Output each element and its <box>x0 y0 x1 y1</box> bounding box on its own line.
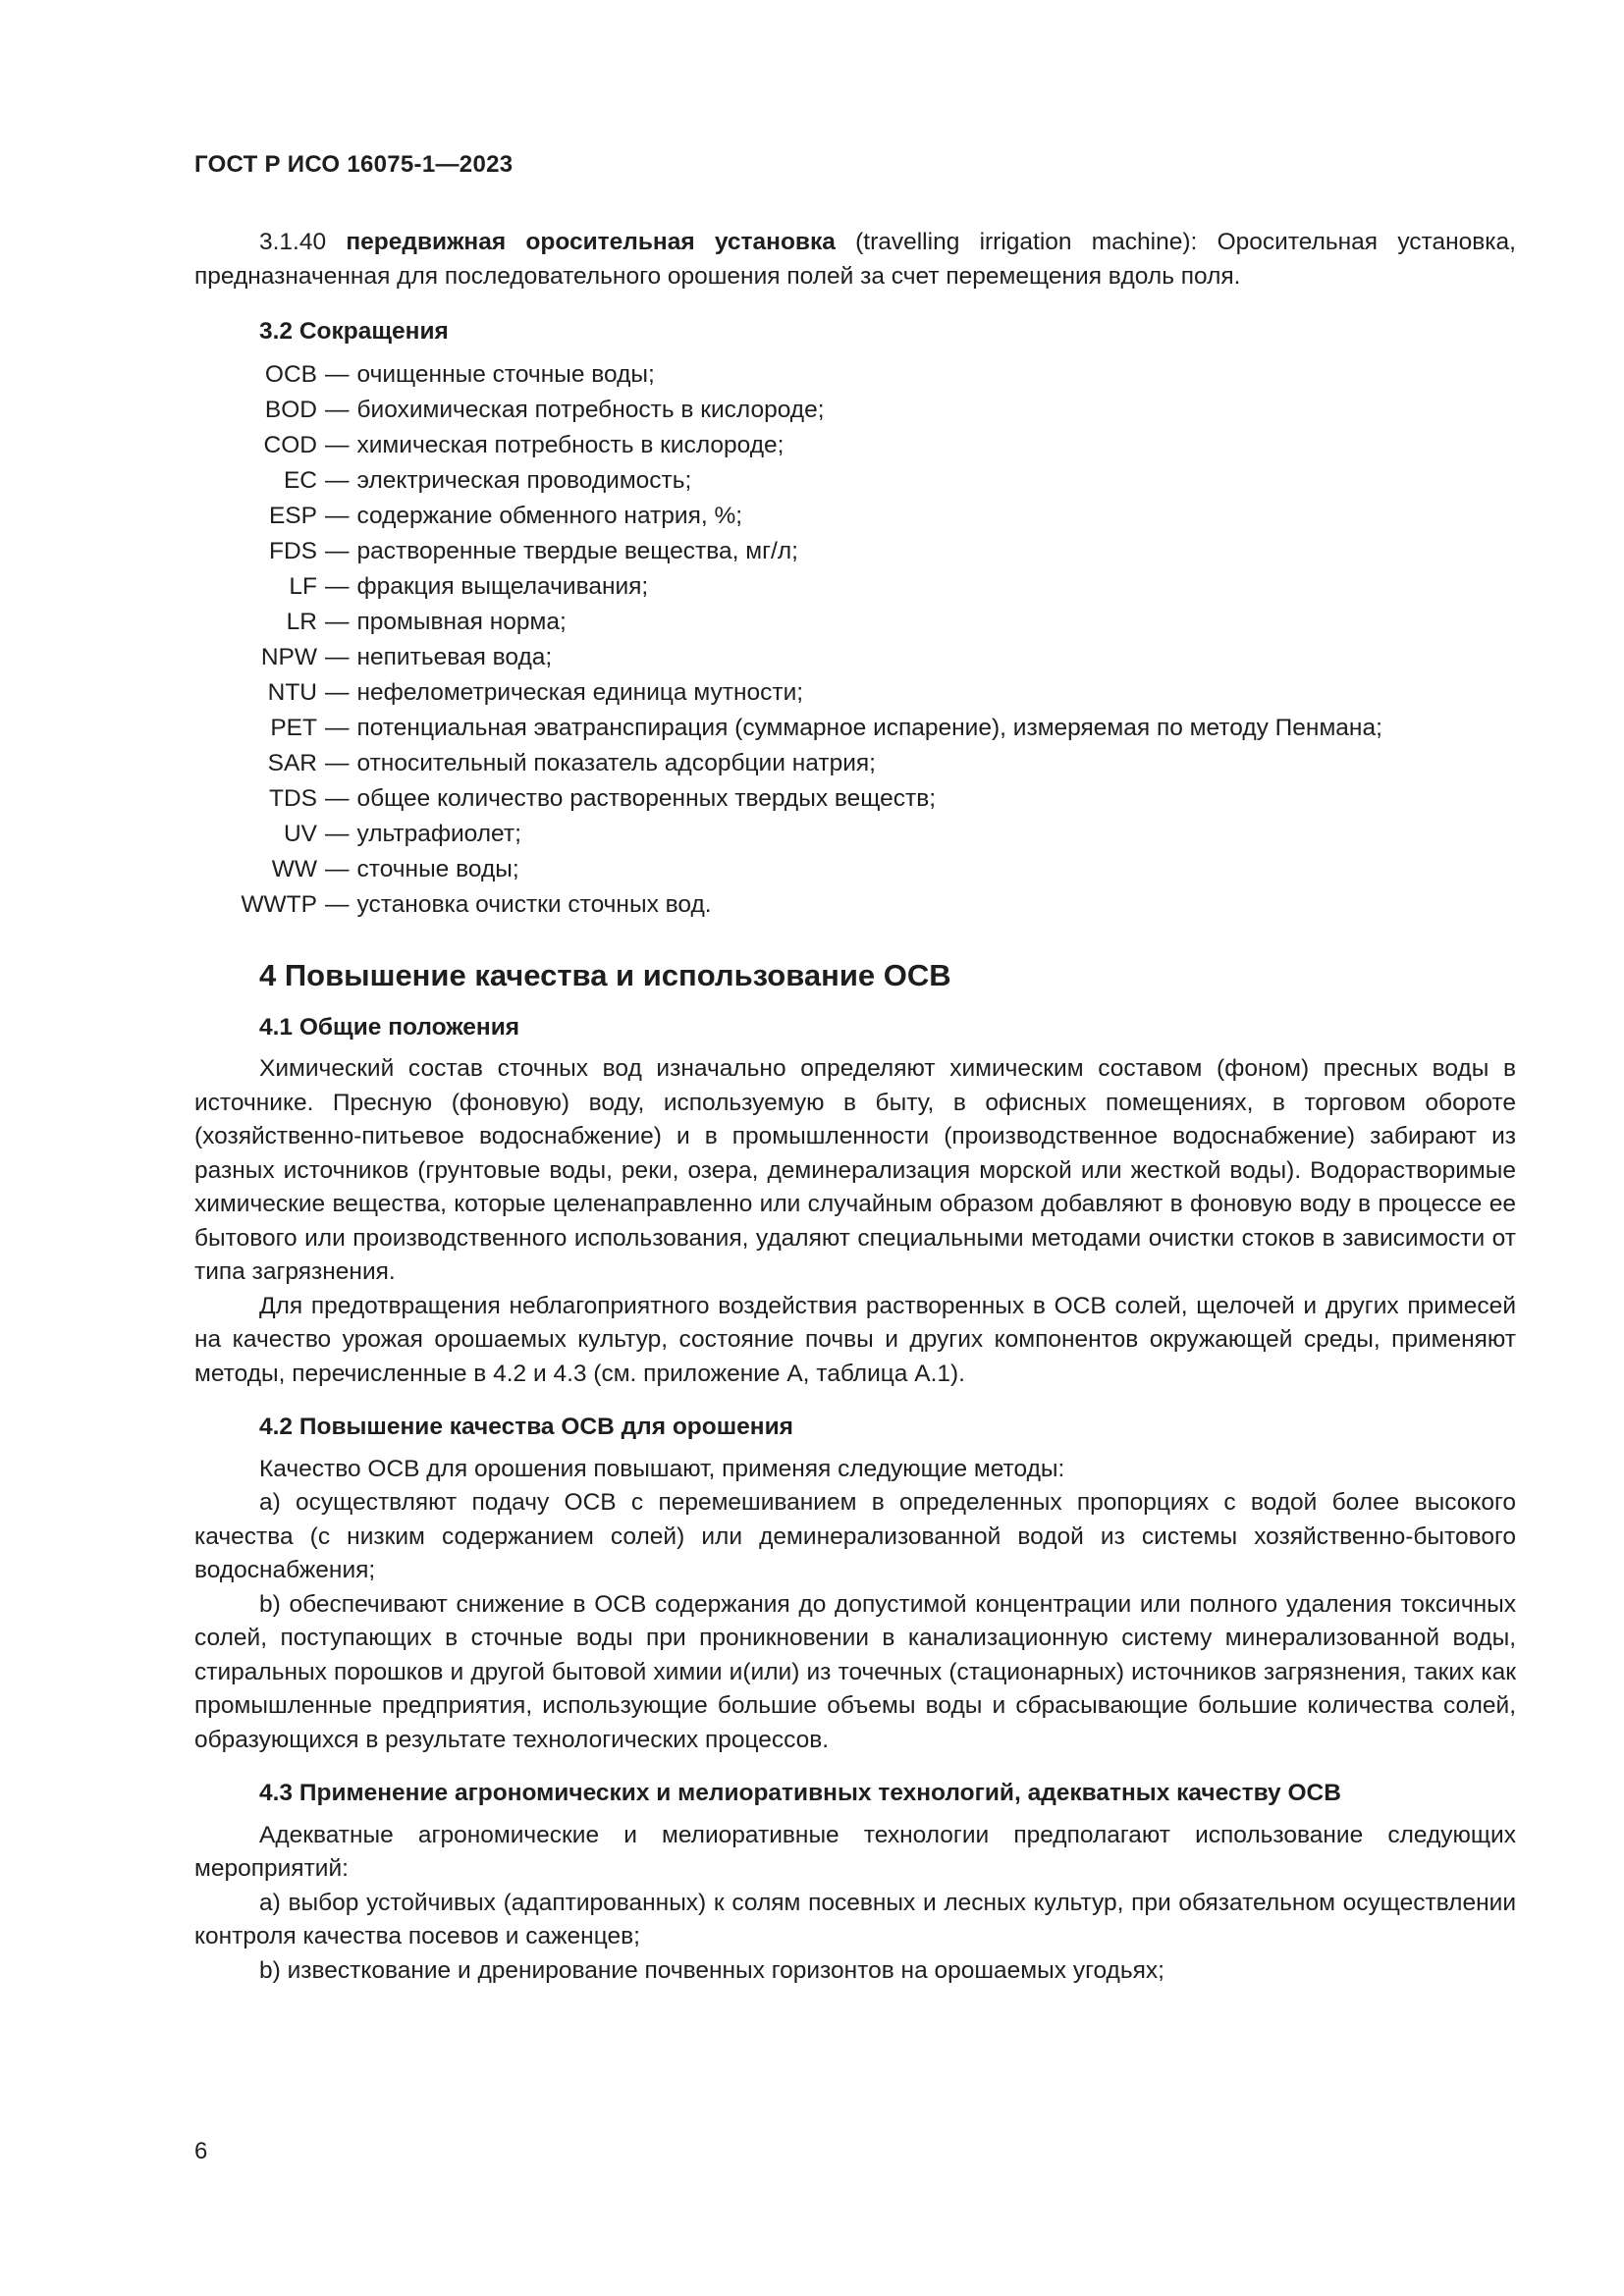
abbreviation-code: PET <box>270 714 317 741</box>
section-4-2-item-a: а) осуществляют подачу ОСВ с перемешиванием в определенных пропорциях с водой более высокого качества (с низким содержанием солей) или деминерализованной водой из системы хозяйственно-бытового водоснабжения; <box>194 1489 1516 1583</box>
abbreviation-code: NTU <box>267 678 317 706</box>
abbreviation-code: LR <box>286 608 317 635</box>
abbreviation-code: NPW <box>260 643 317 670</box>
abbreviation-item <box>194 499 1516 534</box>
abbreviation-dash: — <box>325 360 350 388</box>
section-4-3-title: 4.3 Применение агрономических и мелиоративных технологий, адекватных качеству ОСВ <box>259 1780 1341 1806</box>
abbreviation-item <box>194 534 1516 569</box>
page-body <box>194 226 1516 1988</box>
abbreviation-code: WWTP <box>241 890 317 918</box>
abbreviation-code: UV <box>283 820 317 847</box>
section-4-3-item-b: b) известкование и дренирование почвенных горизонтов на орошаемых угодьях; <box>259 1956 1164 1984</box>
abbreviation-code: WW <box>271 855 317 882</box>
abbreviation-definition: химическая потребность в кислороде; <box>356 431 785 458</box>
abbreviation-definition: общее количество растворенных твердых веществ; <box>356 784 937 812</box>
section-4-title: 4 Повышение качества и использование ОСВ <box>259 957 951 992</box>
abbreviation-dash: — <box>325 466 350 494</box>
abbreviation-dash: — <box>325 749 350 776</box>
abbreviation-code: ESP <box>268 502 317 529</box>
abbreviation-definition: промывная норма; <box>356 608 567 635</box>
term-definition: (travelling irrigation machine): Оросительная установка, предназначенная для последовательного орошения полей за счет перемещения вдоль поля. <box>194 229 1516 290</box>
document-header: ГОСТ Р ИСО 16075-1—2023 <box>194 151 514 178</box>
abbreviation-code: SAR <box>267 749 317 776</box>
abbreviation-item <box>194 887 1516 923</box>
abbreviation-code: FDS <box>269 537 317 564</box>
abbreviation-item <box>194 569 1516 605</box>
abbreviation-definition: относительный показатель адсорбции натрия; <box>356 749 876 776</box>
abbreviation-item <box>194 675 1516 711</box>
abbreviation-item <box>194 711 1516 746</box>
abbreviation-code: BOD <box>264 396 317 423</box>
abbreviation-definition: нефелометрическая единица мутности; <box>356 678 804 706</box>
abbreviation-code: COD <box>263 431 317 458</box>
abbreviation-definition: непитьевая вода; <box>356 643 553 670</box>
section-3-2-title: 3.2 Сокращения <box>259 318 449 345</box>
term-3-1-40 <box>194 226 1516 294</box>
page-number: 6 <box>194 2138 208 2164</box>
abbreviation-item <box>194 393 1516 428</box>
abbreviation-item <box>194 640 1516 675</box>
abbreviation-item <box>194 357 1516 393</box>
abbreviation-dash: — <box>325 502 350 529</box>
abbreviation-code: LF <box>289 572 317 600</box>
abbreviation-dash: — <box>325 537 350 564</box>
section-4-1-title: 4.1 Общие положения <box>259 1013 520 1041</box>
term-name: передвижная оросительная установка <box>346 229 836 255</box>
section-4-3-intro: Адекватные агрономические и мелиоративные технологии предполагают использование следующих мероприятий: <box>194 1821 1516 1882</box>
section-4-1-paragraph-2: Для предотвращения неблагоприятного воздействия растворенных в ОСВ солей, щелочей и других примесей на качество урожая орошаемых культур, состояние почвы и других компонентов окружающей среды, применяют методы, перечисленные в 4.2 и 4.3 (см. приложение А, таблица А.1). <box>194 1292 1516 1387</box>
abbreviation-item <box>194 817 1516 852</box>
abbreviation-list <box>194 357 1516 923</box>
abbreviation-definition: растворенные твердые вещества, мг/л; <box>356 537 798 564</box>
abbreviation-dash: — <box>325 643 350 670</box>
abbreviation-definition: очищенные сточные воды; <box>356 360 655 388</box>
abbreviation-definition: фракция выщелачивания; <box>356 572 649 600</box>
abbreviation-dash: — <box>325 572 350 600</box>
abbreviation-dash: — <box>325 890 350 918</box>
abbreviation-definition: биохимическая потребность в кислороде; <box>356 396 825 423</box>
abbreviation-item <box>194 463 1516 499</box>
abbreviation-code: ОСВ <box>264 360 317 388</box>
abbreviation-dash: — <box>325 714 350 741</box>
abbreviation-code: EC <box>283 466 317 494</box>
abbreviation-definition: ультрафиолет; <box>356 820 521 847</box>
abbreviation-item <box>194 746 1516 781</box>
abbreviation-definition: электрическая проводимость; <box>356 466 692 494</box>
section-4-3-item-a: а) выбор устойчивых (адаптированных) к солям посевных и лесных культур, при обязательном осуществлении контроля качества посевов и саженцев; <box>194 1889 1516 1949</box>
term-number: 3.1.40 <box>259 229 327 255</box>
abbreviation-dash: — <box>325 396 350 423</box>
abbreviation-item <box>194 428 1516 463</box>
abbreviation-dash: — <box>325 784 350 812</box>
abbreviation-definition: сточные воды; <box>356 855 519 882</box>
section-4-2-item-b: b) обеспечивают снижение в ОСВ содержания до допустимой концентрации или полного удаления токсичных солей, поступающих в сточные воды при проникновении в канализационную систему минерализованной воды, стиральных порошков и другой бытовой химии и(или) из точечных (стационарных) источников загрязнения, таких как промышленные предприятия, использующие большие объемы воды и сбрасывающие большие количества солей, образующихся в результате технологических процессов. <box>194 1590 1516 1753</box>
abbreviation-definition: содержание обменного натрия, %; <box>356 502 743 529</box>
abbreviation-dash: — <box>325 855 350 882</box>
abbreviation-dash: — <box>325 820 350 847</box>
abbreviation-definition: потенциальная эватранспирация (суммарное испарение), измеряемая по методу Пенмана; <box>356 714 1382 741</box>
section-4-1-paragraph-1: Химический состав сточных вод изначально определяют химическим составом (фоном) пресных воды в источнике. Пресную (фоновую) воду, используемую в быту, в офисных помещениях, в торговом обороте (хозяйственно-питьевое водоснабжение) и в промышленности (производственное водоснабжение) забирают из разных источников (грунтовые воды, реки, озера, деминерализация морской или жесткой воды). Водорастворимые химические вещества, которые целенаправленно или случайным образом добавляют в фоновую воду в процессе ее бытового или производственного использования, удаляют специальными методами очистки стоков в зависимости от типа загрязнения. <box>194 1055 1516 1285</box>
abbreviation-item <box>194 605 1516 640</box>
abbreviation-code: TDS <box>269 784 317 812</box>
section-4-2-intro: Качество ОСВ для орошения повышают, применяя следующие методы: <box>259 1455 1065 1482</box>
abbreviation-dash: — <box>325 678 350 706</box>
abbreviation-item <box>194 852 1516 887</box>
abbreviation-dash: — <box>325 608 350 635</box>
abbreviation-dash: — <box>325 431 350 458</box>
abbreviation-item <box>194 781 1516 817</box>
section-4-2-title: 4.2 Повышение качества ОСВ для орошения <box>259 1414 793 1440</box>
abbreviation-definition: установка очистки сточных вод. <box>356 890 712 918</box>
